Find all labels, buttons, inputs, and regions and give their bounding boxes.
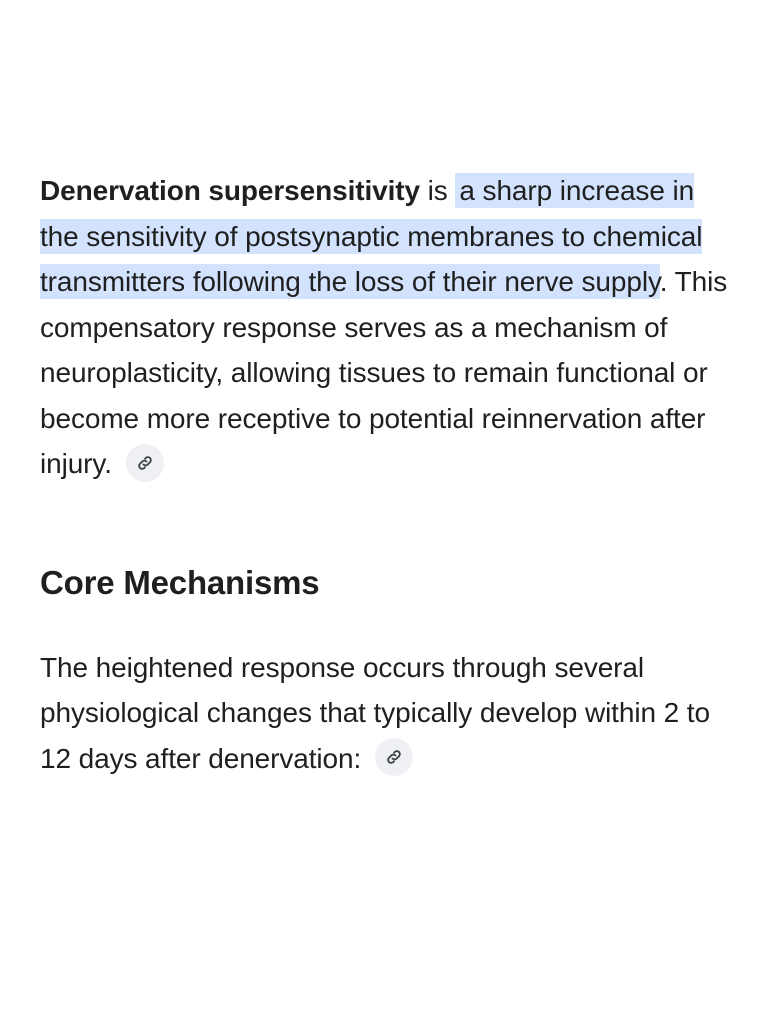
intro-paragraph (40, 168, 730, 487)
section-paragraph (40, 645, 730, 782)
highlighted-definition: a sharp increase in the sensitivity of postsynaptic membranes to chemical transmitters following the loss of their nerve supply (40, 175, 703, 297)
intro-connector: is (420, 175, 456, 206)
link-icon (136, 454, 154, 472)
source-link-button[interactable] (375, 738, 413, 776)
source-link-button[interactable] (126, 444, 164, 482)
section-heading: Core Mechanisms (40, 563, 320, 601)
intro-rest: . This compensatory response serves as a mechanism of neuroplasticity, allowing tissues to remain functional or become more receptive to potential reinnervation after injury. (40, 266, 728, 479)
answer-content (40, 168, 730, 781)
term-bold: Denervation supersensitivity (40, 175, 420, 206)
section-body: The heightened response occurs through several physiological changes that typically develop within 2 to 12 days after denervation: (40, 651, 710, 774)
link-icon (385, 748, 403, 766)
